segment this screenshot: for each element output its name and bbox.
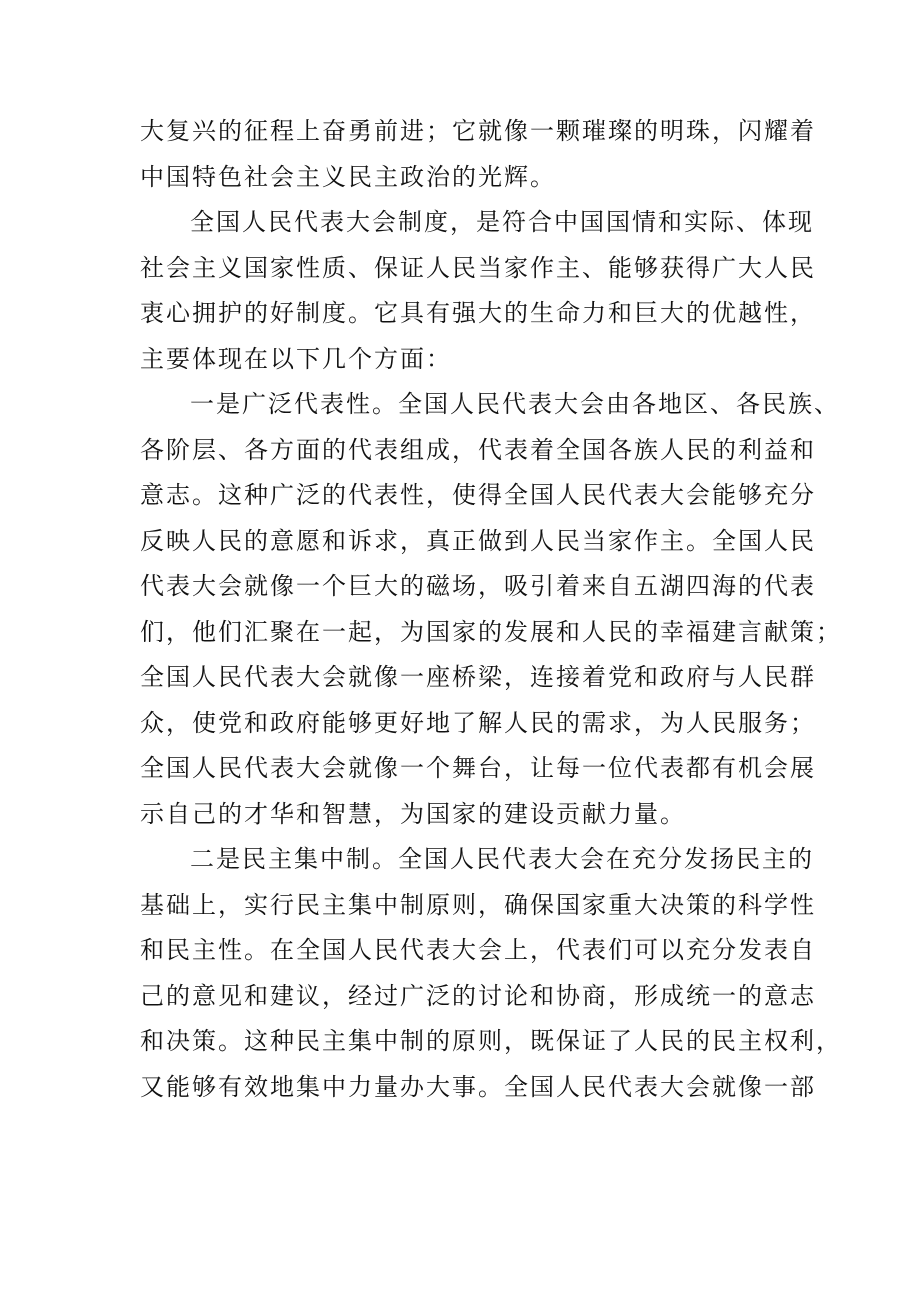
text-line: 众，使党和政府能够更好地了解人民的需求，为人民服务； [140,708,816,737]
text-line: 和决策。这种民主集中制的原则，既保证了人民的民主权利， [140,1027,842,1055]
text-line: 全国人民代表大会就像一座桥梁，连接着党和政府与人民群 [140,663,816,691]
text-line: 反映人民的意愿和诉求，真正做到人民当家作主。全国人民 [140,526,816,555]
text-line: 们，他们汇聚在一起，为国家的发展和人民的幸福建言献策； [140,617,842,646]
paragraph-4 [140,837,842,1110]
text-line: 又能够有效地集中力量办大事。全国人民代表大会就像一部 [140,1072,816,1101]
text-line: 社会主义国家性质、保证人民当家作主、能够获得广大人民 [140,253,816,282]
text-line: 全国人民代表大会制度，是符合中国国情和实际、体现 [190,208,814,236]
paragraph-3 [140,382,842,837]
document-body [140,109,842,1110]
text-line: 主要体现在以下几个方面： [140,344,452,373]
text-line: 代表大会就像一个巨大的磁场，吸引着来自五湖四海的代表 [140,572,816,600]
text-line: 全国人民代表大会就像一个舞台，让每一位代表都有机会展 [140,754,816,782]
paragraph-1 [140,109,816,200]
text-line: 二是民主集中制。全国人民代表大会在充分发扬民主的 [190,845,814,873]
text-line: 己的意见和建议，经过广泛的讨论和协商，形成统一的意志 [140,981,816,1010]
text-line: 各阶层、各方面的代表组成，代表着全国各族人民的利益和 [140,435,816,464]
text-line: 基础上，实行民主集中制原则，确保国家重大决策的科学性 [140,890,816,919]
text-line: 大复兴的征程上奋勇前进；它就像一颗璀璨的明珠，闪耀着 [140,117,816,145]
text-line: 示自己的才华和智慧，为国家的建设贡献力量。 [140,799,686,828]
paragraph-2 [140,200,816,382]
text-line: 中国特色社会主义民主政治的光辉。 [140,162,556,191]
text-line: 衷心拥护的好制度。它具有强大的生命力和巨大的优越性， [140,299,816,327]
text-line: 一是广泛代表性。全国人民代表大会由各地区、各民族、 [190,390,840,418]
text-line: 和民主性。在全国人民代表大会上，代表们可以充分发表自 [140,936,816,964]
text-line: 意志。这种广泛的代表性，使得全国人民代表大会能够充分 [140,481,816,509]
